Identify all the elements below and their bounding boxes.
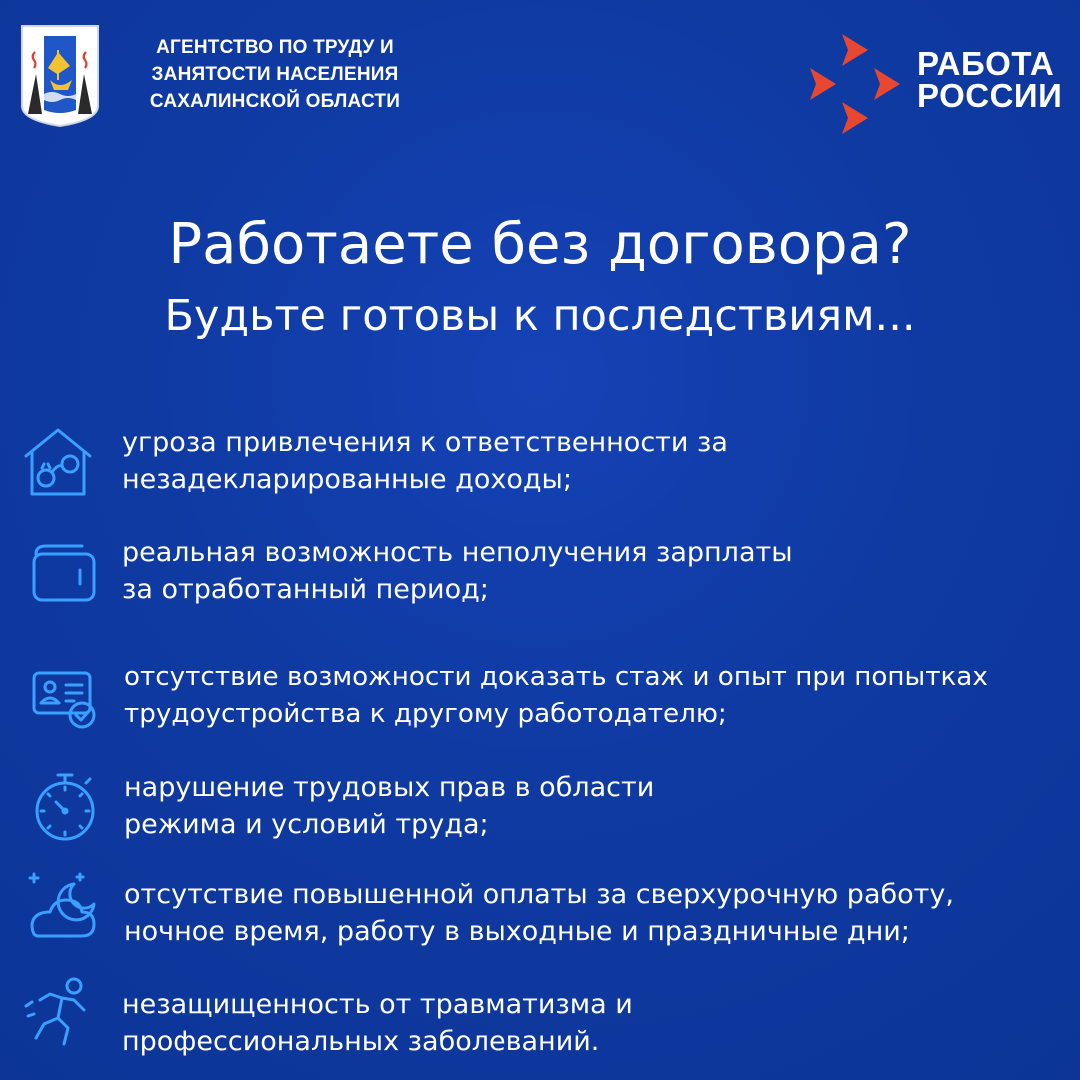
agency-name-line-3: САХАЛИНСКОЙ ОБЛАСТИ [149, 91, 401, 112]
consequence-line: реальная возможность неполучения зарплаты [122, 537, 793, 568]
headline-subtitle: Будьте готовы к последствиям... [164, 291, 916, 341]
agency-name-line-2: ЗАНЯТОСТИ НАСЕЛЕНИЯ [151, 64, 399, 85]
consequence-item-3 [0, 655, 1080, 745]
house-handcuffs-icon [20, 424, 96, 500]
rabota-rossii-logo-icon [808, 32, 912, 136]
falling-person-icon [22, 976, 98, 1052]
agency-name [130, 34, 420, 115]
consequence-line: профессиональных заболеваний. [122, 1026, 600, 1057]
consequence-text [124, 659, 1080, 733]
brand-name-line-2: РОССИИ [917, 77, 1063, 114]
consequence-line: режима и условий труда; [124, 809, 489, 840]
consequence-line: отсутствие возможности доказать стаж и опыт при попытках [124, 662, 988, 692]
agency-name-line-1: АГЕНТСТВО ПО ТРУДУ И [156, 37, 394, 58]
consequence-line: ночное время, работу в выходные и праздничные дни; [124, 916, 910, 947]
consequence-item-6 [0, 976, 1080, 1066]
wallet-icon [26, 534, 102, 610]
coat-of-arms-icon [20, 24, 100, 128]
consequence-text [124, 769, 654, 843]
consequence-line: угроза привлечения к ответственности за [122, 427, 728, 458]
consequence-line: нарушение трудовых прав в области [124, 772, 655, 803]
consequence-text [122, 424, 728, 498]
night-cloud-moon-icon [24, 870, 100, 946]
id-card-check-icon [28, 663, 104, 739]
brand-name-line-1: РАБОТА [917, 45, 1055, 82]
consequence-item-1 [0, 420, 1080, 510]
consequence-line: за отработанный период; [122, 574, 489, 605]
consequence-line: отсутствие повышенной оплаты за сверхурочную работу, [124, 879, 954, 910]
consequence-text [124, 876, 954, 950]
stopwatch-icon [28, 769, 104, 845]
consequence-item-2 [0, 530, 1080, 620]
consequence-item-4 [0, 765, 1080, 855]
consequence-item-5 [0, 870, 1080, 960]
brand-name [917, 45, 1063, 114]
consequence-line: незащищенность от травматизма и [122, 989, 633, 1020]
consequence-text [122, 534, 793, 608]
consequence-text [122, 986, 633, 1060]
headline-title: Работаете без договора? [168, 212, 912, 277]
consequence-line: трудоустройства к другому работодателю; [124, 699, 727, 729]
consequence-line: незадекларированные доходы; [122, 464, 572, 495]
